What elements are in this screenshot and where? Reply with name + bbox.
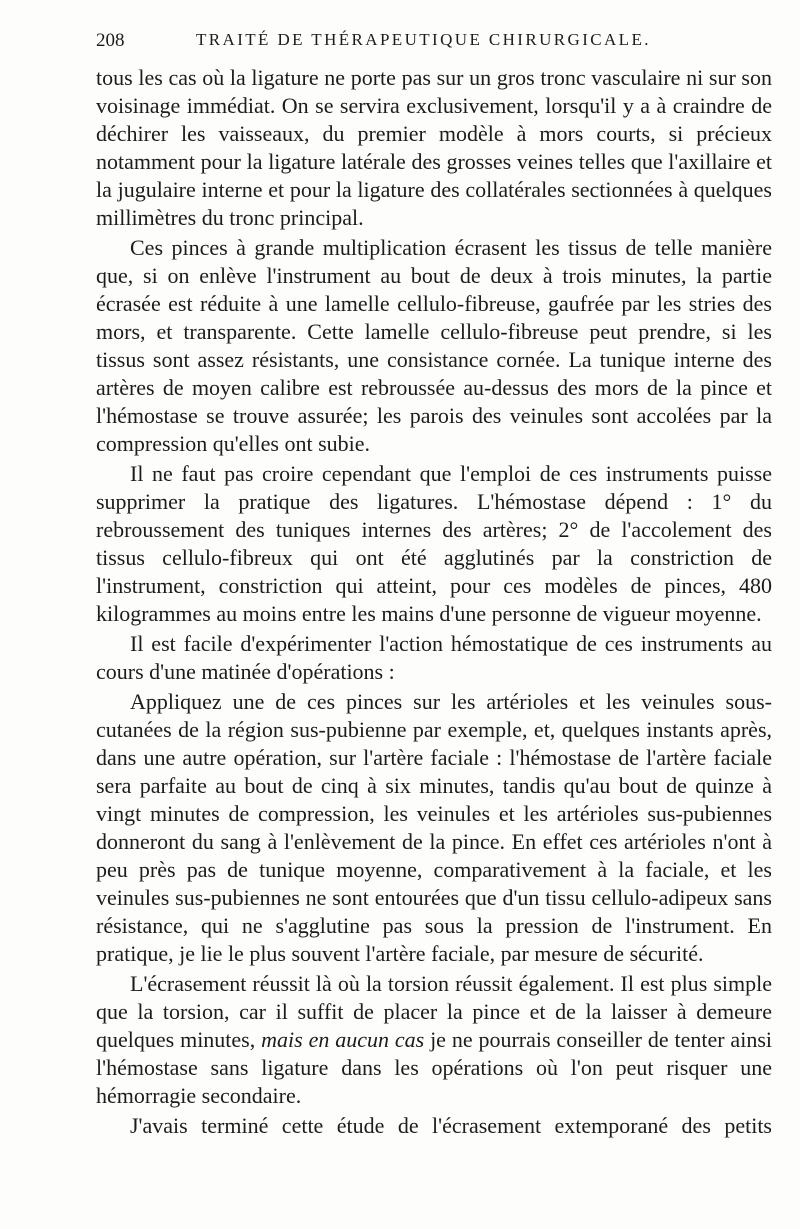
paragraph-final-line: J'avais terminé cette étude de l'écrasement extemporané des petits [130, 1113, 772, 1138]
paragraph-text-end: je ne pourrais conseiller de tenter ainsi l'hémostase sans ligature dans les opérations où l'on peut risquer une hémorragie secondaire. [96, 1027, 772, 1108]
paragraph-crushing-effect: Ces pinces à grande multiplication écrasent les tissus de telle manière que, si on enlève l'instrument au bout de deux à trois minutes, la partie écrasée est réduite à une lamelle cellulo-fibreuse, gaufrée par les stries des mors, et transparente. Cette lamelle cellulo-fibreuse peut prendre, si les tissus sont assez résistants, une consistance cornée. La tunique interne des artères de moyen calibre est rebroussée au-dessus des mors de la pince et l'hémostase se trouve assurée; les parois des veinules sont accolées par la compression qu'elles ont subie. [96, 235, 772, 456]
body-text [96, 64, 772, 1140]
running-title: TRAITÉ DE THÉRAPEUTIQUE CHIRURGICALE. [196, 30, 651, 49]
page-number: 208 [96, 30, 125, 51]
italic-phrase: mais en aucun cas [261, 1027, 425, 1052]
running-head [96, 28, 776, 54]
paragraph-crushing-vs-torsion [96, 970, 772, 1110]
paragraph-continued: tous les cas où la ligature ne porte pas sur un gros tronc vasculaire ni sur son voisinage immédiat. On se servira exclusivement, lorsqu'il y a à craindre de déchirer les vaisseaux, du premier modèle à mors courts, si précieux notamment pour la ligature latérale des grosses veines telles que l'axillaire et la jugulaire interne et pour la ligature des collatérales sectionnées à quelques millimètres du tronc principal. [96, 65, 772, 230]
paragraph-text-start: L'écrasement réussit là où la torsion réussit également. Il est plus simple que la torsion, car il suffit de placer la pince et de la laisser à demeure quelques minutes, [96, 971, 772, 1052]
paragraph-experiment: Appliquez une de ces pinces sur les artérioles et les veinules sous-cutanées de la région sus-pubienne par exemple, et, quelques instants après, dans une autre opération, sur l'artère faciale : l'hémostase de l'artère faciale sera parfaite au bout de cinq à six minutes, tandis qu'au bout de quinze à vingt minutes de compression, les veinules et les artérioles sus-pubiennes donneront du sang à l'enlèvement de la pince. En effet ces artérioles n'ont à peu près pas de tunique moyenne, comparativement à la faciale, et les veinules sus-pubiennes ne sont entourées que d'un tissu cellulo-adipeux sans résistance, qui ne s'agglutine pas sous la pression de l'instrument. En pratique, je lie le plus souvent l'artère faciale, par mesure de sécurité. [96, 689, 772, 966]
paragraph-experiment-intro: Il est facile d'expérimenter l'action hémostatique de ces instruments au cours d'une matinée d'opérations : [96, 631, 772, 684]
paragraph-ligature-need: Il ne faut pas croire cependant que l'emploi de ces instruments puisse supprimer la pratique des ligatures. L'hémostase dépend : 1° du rebroussement des tuniques internes des artères; 2° de l'accolement des tissus cellulo-fibreux qui ont été agglutinés par la constriction de l'instrument, constriction qui atteint, pour ces modèles de pinces, 480 kilogrammes au moins entre les mains d'une personne de vigueur moyenne. [96, 461, 772, 626]
